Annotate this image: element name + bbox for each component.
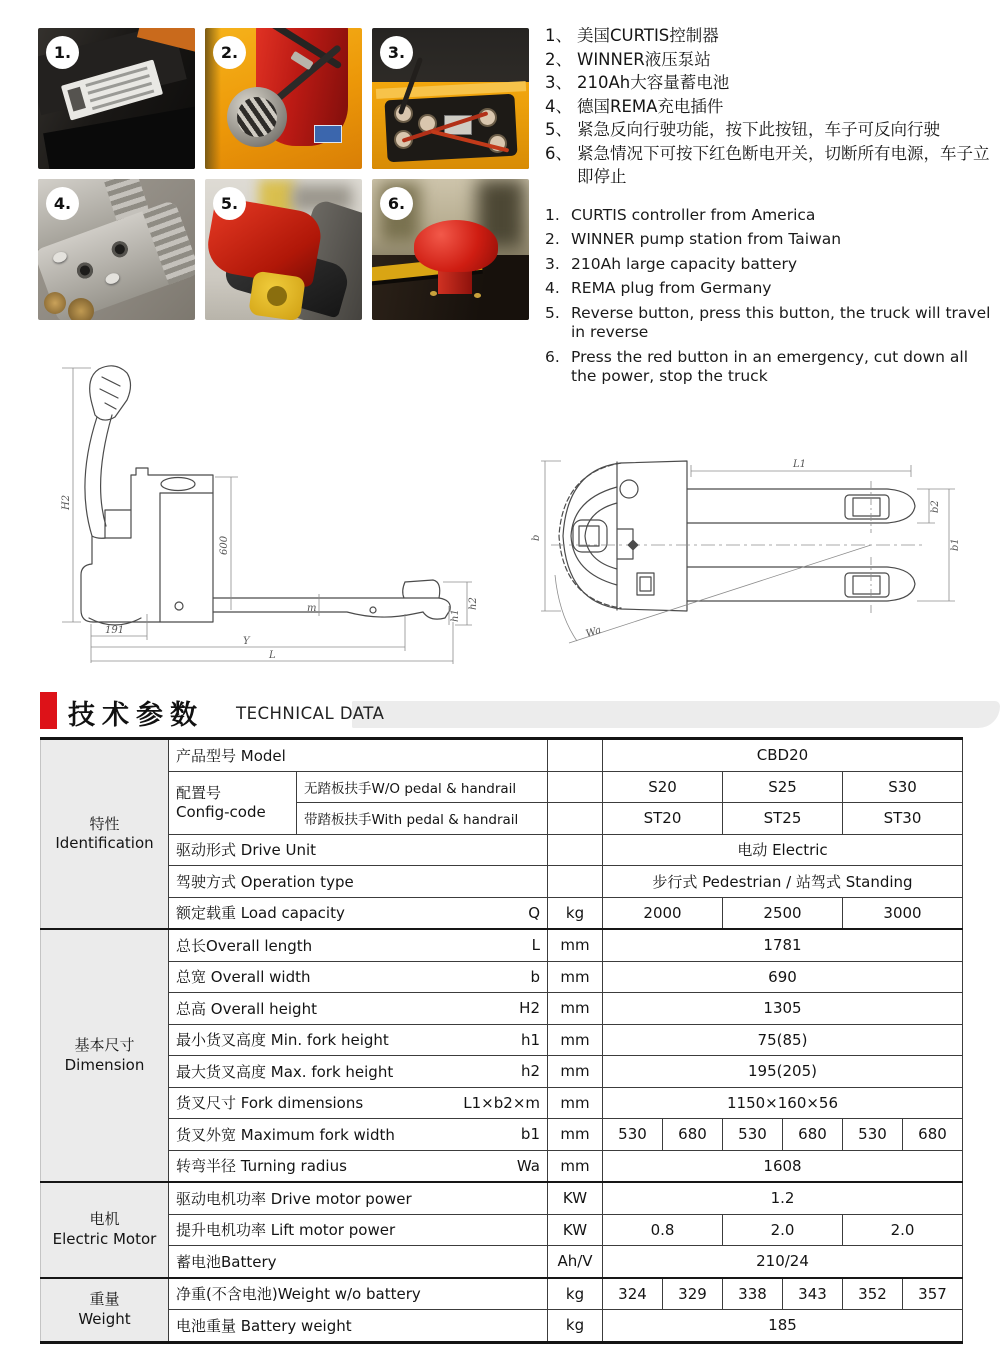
turning-radius-unit-cell: mm: [548, 1150, 603, 1182]
overall-width-label-cell: 总宽 Overall width b: [169, 961, 548, 993]
max-fork-width-value-cell: 680: [783, 1119, 843, 1151]
plug-pin: [68, 298, 94, 320]
row-turning-radius: [41, 1150, 963, 1182]
battery-weight-value-cell: 185: [603, 1310, 963, 1343]
drive-unit-value-cell: 电动 Electric: [603, 834, 963, 866]
top-view-drawing: [525, 445, 995, 680]
config-with-label-cell: 带踏板扶手With pedal & handrail: [297, 803, 548, 835]
row-min-fork-height: [41, 1024, 963, 1056]
weight-wo-battery-label-cell: 净重(不含电池)Weight w/o battery: [169, 1278, 548, 1310]
screw: [474, 293, 481, 298]
features-english: [545, 206, 993, 387]
lift-motor-value-cell: 2.0: [723, 1214, 843, 1246]
drive-motor-unit-cell: KW: [548, 1182, 603, 1214]
photo-rema-plug: [38, 179, 195, 320]
feature-item: 1、 美国CURTIS控制器: [545, 26, 719, 45]
row-max-fork-width: [41, 1119, 963, 1151]
load-capacity-label-cell: 额定载重 Load capacity Q: [169, 897, 548, 929]
feature-item: 3、 210Ah大容量蓄电池: [545, 73, 730, 92]
group-dimension: 基本尺寸 Dimension: [41, 929, 169, 1182]
dim-label-h2: h2: [468, 597, 479, 610]
row-fork-dimensions: [41, 1087, 963, 1119]
lift-motor-label-cell: 提升电机功率 Lift motor power: [169, 1214, 548, 1246]
feature-item: 4、 德国REMA充电插件: [545, 96, 724, 116]
group-identification: 特性 Identification: [41, 739, 169, 930]
row-overall-height: [41, 993, 963, 1025]
row-max-fork-height: [41, 1056, 963, 1088]
row-lift-motor: [41, 1214, 963, 1246]
overall-height-value-cell: 1305: [603, 993, 963, 1025]
header-red-block: [40, 692, 57, 729]
config-with-value-cell: ST20: [603, 803, 723, 835]
load-capacity-unit-cell: kg: [548, 897, 603, 929]
max-fork-width-value-cell: 530: [843, 1119, 903, 1151]
yellow-roller: [248, 271, 306, 320]
dim-label-L: L: [269, 650, 276, 661]
feature-item: 3. 210Ah large capacity battery: [545, 254, 798, 273]
min-fork-height-label-cell: 最小货叉高度 Min. fork height h1: [169, 1024, 548, 1056]
drive-unit-label-cell: 驱动形式 Drive Unit: [169, 834, 548, 866]
config-with-value-cell: ST25: [723, 803, 843, 835]
label-sticker: [314, 125, 342, 143]
weight-wo-battery-value-cell: 329: [663, 1278, 723, 1310]
overall-width-value-cell: 690: [603, 961, 963, 993]
overall-height-unit-cell: mm: [548, 993, 603, 1025]
load-capacity-value-cell: 2500: [723, 897, 843, 929]
row-operation-type: [41, 866, 963, 898]
max-fork-width-value-cell: 680: [903, 1119, 963, 1151]
overall-height-label-cell: 总高 Overall height H2: [169, 993, 548, 1025]
group-electric-motor: 电机 Electric Motor: [41, 1182, 169, 1278]
row-model: [41, 739, 963, 772]
operation-unit-cell: [548, 866, 603, 898]
min-fork-height-value-cell: 75(85): [603, 1024, 963, 1056]
dim-label-h1: h1: [450, 609, 461, 622]
photo-number-badge: 2.: [213, 36, 246, 69]
dim-label-Y: Y: [243, 636, 250, 647]
photo-number-badge: 1.: [46, 36, 79, 69]
row-battery: [41, 1246, 963, 1278]
estop-cap: [414, 220, 498, 272]
feature-lists: [545, 24, 993, 392]
row-load-capacity: [41, 897, 963, 929]
group-weight: 重量 Weight: [41, 1278, 169, 1343]
overall-length-value-cell: 1781: [603, 929, 963, 961]
plug-pin: [44, 292, 66, 314]
config-wo-value-cell: S20: [603, 771, 723, 803]
weight-wo-battery-value-cell: 324: [603, 1278, 663, 1310]
section-header: [40, 692, 965, 730]
dim-label-b1: b1: [950, 538, 961, 551]
photo-pump-station: [205, 28, 362, 169]
dim-label-m: m: [307, 603, 317, 614]
max-fork-height-value-cell: 195(205): [603, 1056, 963, 1088]
weight-wo-battery-value-cell: 343: [783, 1278, 843, 1310]
feature-item: 4. REMA plug from Germany: [545, 279, 772, 297]
overall-width-unit-cell: mm: [548, 961, 603, 993]
row-battery-weight: [41, 1310, 963, 1343]
lift-motor-value-cell: 2.0: [843, 1214, 963, 1246]
feature-item: 2、 WINNER液压泵站: [545, 49, 711, 69]
fork-dimensions-value-cell: 1150×160×56: [603, 1087, 963, 1119]
row-weight-wo-battery: [41, 1278, 963, 1310]
drive-unit-unit-cell: [548, 834, 603, 866]
feature-item: 5、 紧急反向行驶功能，按下此按钮，车子可反向行驶: [545, 120, 940, 139]
dim-label-b: b: [531, 534, 542, 541]
config-code-cell: 配置号 Config-code: [169, 771, 297, 834]
weight-wo-battery-unit-cell: kg: [548, 1278, 603, 1310]
header-gray-bar: [352, 701, 1000, 728]
photo-emergency-button: [372, 179, 529, 320]
battery-weight-unit-cell: kg: [548, 1310, 603, 1343]
row-drive-unit: [41, 834, 963, 866]
photo-reverse-button: [205, 179, 362, 320]
max-fork-width-label-cell: 货叉外宽 Maximum fork width b1: [169, 1119, 548, 1151]
model-label-cell: 产品型号 Model: [169, 739, 548, 772]
turning-radius-value-cell: 1608: [603, 1150, 963, 1182]
dim-label-L1: L1: [793, 459, 807, 470]
photo-number-badge: 6.: [380, 187, 413, 220]
photo-number-badge: 4.: [46, 187, 79, 220]
weight-wo-battery-value-cell: 338: [723, 1278, 783, 1310]
feature-item: 2. WINNER pump station from Taiwan: [545, 230, 842, 248]
feature-item: 1. CURTIS controller from America: [545, 205, 816, 224]
dim-label-600: 600: [219, 535, 230, 555]
dim-label-b2: b2: [930, 500, 941, 513]
config-with-unit-cell: [548, 803, 603, 835]
overall-length-label-cell: 总长Overall length L: [169, 929, 548, 961]
fork-dimensions-unit-cell: mm: [548, 1087, 603, 1119]
battery-value-cell: 210/24: [603, 1246, 963, 1278]
section-title-cn: 技术参数: [68, 700, 204, 731]
lift-motor-unit-cell: KW: [548, 1214, 603, 1246]
max-fork-width-value-cell: 530: [723, 1119, 783, 1151]
drive-motor-label-cell: 驱动电机功率 Drive motor power: [169, 1182, 548, 1214]
battery-label-cell: 蓄电池Battery: [169, 1246, 548, 1278]
load-capacity-value-cell: 2000: [603, 897, 723, 929]
load-capacity-value-cell: 3000: [843, 897, 963, 929]
dim-label-H2: H2: [61, 494, 72, 510]
photo-number-badge: 3.: [380, 36, 413, 69]
product-photo-grid: [38, 28, 529, 320]
config-wo-value-cell: S25: [723, 771, 843, 803]
side-view-drawing: [35, 360, 520, 668]
weight-wo-battery-value-cell: 352: [843, 1278, 903, 1310]
photo-battery: [372, 28, 529, 169]
model-value-cell: CBD20: [603, 739, 963, 772]
technical-data-table: [40, 737, 963, 1344]
fork-dimensions-label-cell: 货叉尺寸 Fork dimensions L1×b2×m: [169, 1087, 548, 1119]
min-fork-height-unit-cell: mm: [548, 1024, 603, 1056]
operation-value-cell: 步行式 Pedestrian / 站驾式 Standing: [603, 866, 963, 898]
config-wo-unit-cell: [548, 771, 603, 803]
turning-radius-label-cell: 转弯半径 Turning radius Wa: [169, 1150, 548, 1182]
features-chinese: [545, 24, 993, 189]
config-wo-value-cell: S30: [843, 771, 963, 803]
overall-length-unit-cell: mm: [548, 929, 603, 961]
row-drive-motor: [41, 1182, 963, 1214]
row-overall-width: [41, 961, 963, 993]
feature-item: 6、 紧急情况下可按下红色断电开关，切断所有电源，车子立即停止: [545, 143, 990, 186]
config-wo-label-cell: 无踏板扶手W/O pedal & handrail: [297, 771, 548, 803]
row-config-wo: [41, 771, 963, 803]
max-fork-width-value-cell: 530: [603, 1119, 663, 1151]
photo-curtis-controller: [38, 28, 195, 169]
lift-motor-value-cell: 0.8: [603, 1214, 723, 1246]
row-overall-length: [41, 929, 963, 961]
photo-number-badge: 5.: [213, 187, 246, 220]
section-title-en: TECHNICAL DATA: [236, 704, 385, 723]
max-fork-width-unit-cell: mm: [548, 1119, 603, 1151]
max-fork-height-unit-cell: mm: [548, 1056, 603, 1088]
config-with-value-cell: ST30: [843, 803, 963, 835]
max-fork-width-value-cell: 680: [663, 1119, 723, 1151]
horn: [227, 87, 287, 147]
max-fork-height-label-cell: 最大货叉高度 Max. fork height h2: [169, 1056, 548, 1088]
model-unit-cell: [548, 739, 603, 772]
battery-weight-label-cell: 电池重量 Battery weight: [169, 1310, 548, 1343]
drive-motor-value-cell: 1.2: [603, 1182, 963, 1214]
controller-body: [43, 106, 195, 169]
feature-item: 6. Press the red button in an emergency, cut down all the power, stop the truck: [545, 347, 969, 385]
operation-label-cell: 驾驶方式 Operation type: [169, 866, 548, 898]
screw: [430, 291, 437, 296]
battery-unit-cell: Ah/V: [548, 1246, 603, 1278]
dim-label-Wa: Wa: [584, 624, 603, 640]
weight-wo-battery-value-cell: 357: [903, 1278, 963, 1310]
feature-item: 5. Reverse button, press this button, the truck will travel in reverse: [545, 303, 991, 341]
dim-label-191: 191: [105, 625, 125, 636]
